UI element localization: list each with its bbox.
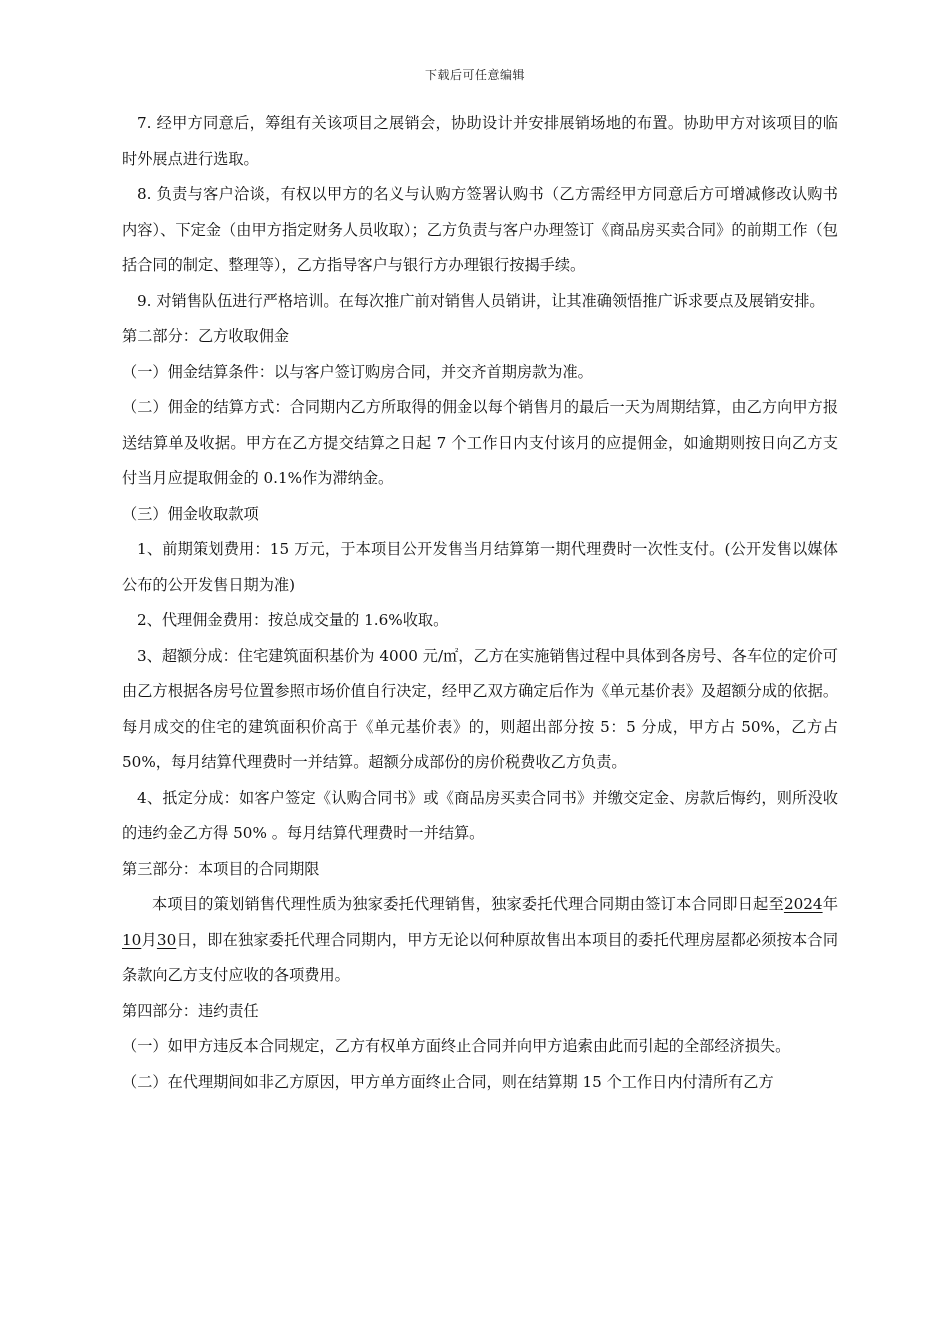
breach-clause-2: （二）在代理期间如非乙方原因，甲方单方面终止合同，则在结算期 15 个工作日内付清所有乙方 bbox=[122, 1072, 774, 1091]
breach-clause-1: （一）如甲方违反本合同规定，乙方有权单方面终止合同并向甲方追索由此而引起的全部经济损失。 bbox=[122, 1037, 791, 1055]
commission-item-4: 4、扺定分成：如客户签定《认购合同书》或《商品房买卖合同书》并缴交定金、房款后悔约，则所没收的违约金乙方得 50% 。每月结算代理费时一并结算。 bbox=[122, 788, 838, 842]
page-header-note: 下载后可任意编辑 bbox=[424, 68, 525, 82]
contract-term-paragraph bbox=[122, 887, 838, 994]
clause-9: 9. 对销售队伍进行严格培训。在每次推广前对销售人员销讲，让其准确领悟推广诉求要点及展销安排。 bbox=[137, 291, 825, 310]
contract-term-text-c: 月 bbox=[141, 930, 157, 949]
contract-end-month: 10 bbox=[122, 930, 142, 949]
section-title-part4: 第四部分：违约责任 bbox=[122, 1001, 259, 1020]
commission-item-3: 3、超额分成：住宅建筑面积基价为 4000 元/㎡，乙方在实施销售过程中具体到各房号、各车位的定价可由乙方根据各房号位置参照市场价值自行决定，经甲乙双方确定后作为《单元基价表》及超额分成的依据。每月成交的住宅的建筑面积价高于《单元基价表》的，则超出部分按 5：5 分成，甲方占 50%，乙方占 50%，每月结算代理费时一并结算。超额分成部份的房价税费收乙方负责。 bbox=[122, 646, 838, 771]
contract-term-text-b: 年 bbox=[822, 895, 839, 913]
clause-8: 8. 负责与客户洽谈，有权以甲方的名义与认购方签署认购书（乙方需经甲方同意后方可增减修改认购书内容）、下定金（由甲方指定财务人员收取）；乙方负责与客户办理签订《商品房买卖合同》的前期工作（包括合同的制定、整理等），乙方指导客户与银行方办理银行按揭手续。 bbox=[122, 185, 838, 274]
contract-term-text-d: 日，即在独家委托代理合同期内，甲方无论以何种原故售出本项目的委托代理房屋都必须按本合同条款向乙方支付应收的各项费用。 bbox=[122, 930, 839, 984]
commission-method: （二）佣金的结算方式：合同期内乙方所取得的佣金以每个销售月的最后一天为周期结算，由乙方向甲方报送结算单及收据。甲方在乙方提交结算之日起 7 个工作日内支付该月的应提佣金，如逾期则按日向乙方支付当月应提取佣金的 0.1%作为滞纳金。 bbox=[122, 398, 838, 487]
contract-end-day: 30 bbox=[156, 930, 177, 949]
commission-items-heading: （三）佣金收取款项 bbox=[122, 504, 259, 523]
clause-7: 7. 经甲方同意后，筹组有关该项目之展销会，协助设计并安排展销场地的布置。协助甲方对该项目的临时外展点进行选取。 bbox=[122, 114, 838, 168]
commission-item-1: 1、前期策划费用：15 万元，于本项目公开发售当月结算第一期代理费时一次性支付。(公开发售以媒体公布的公开发售日期为准) bbox=[122, 540, 838, 594]
section-title-part2: 第二部分：乙方收取佣金 bbox=[122, 327, 290, 345]
document-body bbox=[122, 106, 838, 1100]
section-title-part3: 第三部分：本项目的合同期限 bbox=[122, 859, 320, 878]
commission-item-2: 2、代理佣金费用：按总成交量的 1.6%收取。 bbox=[137, 611, 449, 629]
contract-term-text-a: 本项目的策划销售代理性质为独家委托代理销售，独家委托代理合同期由签订本合同即日起至 bbox=[152, 895, 784, 913]
commission-condition: （一）佣金结算条件：以与客户签订购房合同，并交齐首期房款为准。 bbox=[122, 362, 593, 381]
contract-end-year: 2024 bbox=[783, 895, 823, 913]
